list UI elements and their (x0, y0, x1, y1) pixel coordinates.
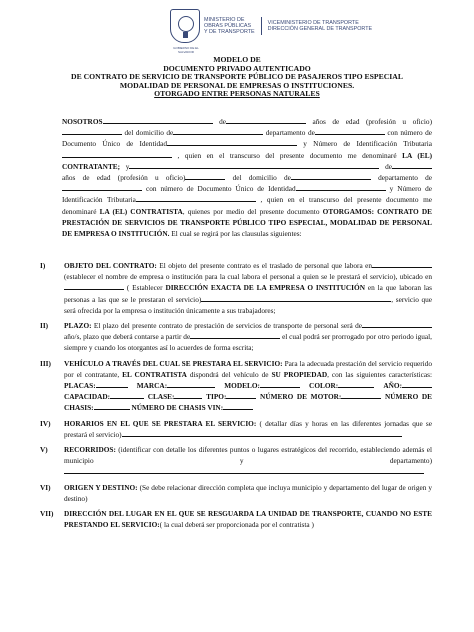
marca-label: MARCA: (136, 381, 168, 391)
ano-blank[interactable] (402, 380, 432, 388)
name-blank[interactable] (103, 116, 213, 124)
vin-blank[interactable] (223, 402, 253, 410)
clause-number: IV) (40, 418, 51, 428)
tipo-blank[interactable] (226, 391, 256, 399)
contratista-label: LA (EL) CONTRATISTA (99, 206, 183, 216)
clause-title: ORIGEN Y DESTINO: (64, 482, 138, 492)
capacidad-label: CAPACIDAD: (64, 392, 111, 402)
clause-text: el cual podrá ser prorrogado por otro periodo igual, siempre y cuando los otorgantes así lo acuerdes de forma escrita; (64, 332, 433, 353)
clase-label: CLASE: (147, 392, 175, 402)
blank[interactable] (296, 183, 386, 191)
blank[interactable] (226, 116, 306, 124)
clause-title: DIRECCIÓN DEL LUGAR EN EL QUE SE RESGUARDA LA UNIDAD DE TRANSPORTE, CUANDO NO ESTE PRESTANDO EL SERVICIO: (64, 509, 432, 530)
title-line: MODELO DE (213, 55, 261, 64)
text: El cual se regirá por las clausulas siguientes: (171, 229, 302, 239)
clause-number: I) (40, 261, 46, 270)
text: de (385, 161, 392, 171)
clause-horarios (40, 418, 432, 440)
clause-number: VII) (40, 509, 54, 519)
clause-text: Para la adecuada prestación del servicio requerido por el contratante, (64, 358, 432, 379)
blank[interactable] (185, 172, 225, 180)
tipo-label: TIPO: (206, 392, 227, 402)
clause-title: PLAZO: (64, 321, 92, 331)
color-blank[interactable] (338, 380, 374, 388)
blank[interactable] (62, 127, 122, 135)
ministry-line: OBRAS PÚBLICAS (204, 22, 252, 29)
blank[interactable] (392, 161, 432, 169)
contratante-label: LA (EL) CONTRATANTE; (62, 150, 433, 171)
text: , quien en el transcurso del presente documento me denominaré (177, 150, 397, 160)
clause-text: (identificar con detalle los diferentes puntos o lugares estratégicos del recorrido, estableciendo además el municipio y departamento) (64, 445, 432, 466)
clause-text: (Se debe relacionar dirección completa que incluya municipio y departamento del lugar de origen y destino) (64, 482, 432, 503)
placas-label: PLACAS: (64, 381, 96, 391)
clause-objeto (40, 260, 432, 316)
letterhead (170, 4, 373, 54)
ministry-line: MINISTERIO DE (204, 16, 245, 23)
clause-text: ( detallar días y horas en las diferentes jornadas que se prestará el servicio) (64, 418, 432, 439)
vin-label: NÚMERO DE CHASIS VIN: (131, 403, 224, 413)
clause-text: año/s, plazo que deberá contarse a partir de (64, 332, 191, 342)
title-line: MODALIDAD DE PERSONAL DE EMPRESAS O INSTITUCIONES. (119, 80, 355, 90)
text: del domicilio de (232, 173, 291, 183)
text: y (125, 161, 130, 171)
clause-text: El plazo del presente contrato de prestación de servicios de transporte de personal será de (93, 321, 362, 331)
modelo-blank[interactable] (260, 380, 300, 388)
document-title (0, 56, 474, 99)
clause-title: RECORRIDOS: (64, 445, 116, 455)
clause-number: VI) (40, 482, 51, 492)
text: , quien en el transcurso del presente documento me denominaré (62, 195, 432, 216)
clause-text: ( Establecer (126, 283, 163, 293)
clause-text: dispondrá del vehículo de (189, 369, 269, 379)
clase-blank[interactable] (174, 391, 202, 399)
blank[interactable] (362, 320, 432, 328)
color-label: COLOR: (309, 381, 339, 391)
clause-text: , servicio que será ofrecida por la empresa o institución únicamente a sus trabajadores; (64, 294, 433, 315)
clause-number: V) (40, 445, 48, 455)
text: departamento de (265, 128, 315, 138)
otorgamos-label: OTORGAMOS: CONTRATO DE PRESTACIÓN DE SERVICIOS DE TRANSPORTE PÚBLICO TIPO ESPECIAL, MODALIDAD DE PERSONAL DE EMPRESA O INSTITUCIÓN. (62, 206, 432, 239)
title-line: DE CONTRATO DE SERVICIO DE TRANSPORTE PÚBLICO DE PASAJEROS TIPO ESPECIAL (71, 72, 403, 82)
blank[interactable] (122, 429, 402, 437)
blank[interactable] (372, 260, 432, 268)
text: y Número de Identificación Tributaria (62, 184, 432, 205)
blank[interactable] (167, 138, 297, 146)
clause-bold: SU PROPIEDAD (271, 369, 328, 379)
blank[interactable] (64, 466, 424, 474)
clause-text: en la que laboran las personas a las que se le prestaran el servicio) (64, 283, 432, 304)
blank[interactable] (62, 183, 142, 191)
blank[interactable] (315, 127, 385, 135)
chasis-label: NÚMERO DE CHASIS: (64, 392, 433, 413)
nosotros-label: NOSOTROS (62, 117, 103, 126)
text: departamento de (378, 173, 433, 183)
clause-plazo (40, 320, 432, 354)
coat-of-arms-seal-icon (170, 9, 200, 54)
blank[interactable] (129, 161, 379, 169)
text: y Número de Identificación Tributaria (303, 139, 433, 149)
text: años de edad (profesión u oficio) (62, 173, 186, 183)
clause-text: El objeto del presente contrato es el traslado de personal que labora en (159, 261, 373, 270)
viceministry-name (262, 20, 372, 32)
blank[interactable] (190, 331, 280, 339)
text: del domicilio de (124, 128, 174, 138)
clause-origen-destino (40, 482, 432, 504)
blank[interactable] (62, 150, 172, 158)
clause-bold: EL CONTRATISTA (122, 369, 187, 379)
text: años de edad (profesión u oficio) (312, 117, 433, 126)
motor-label: NÚMERO DE MOTOR: (260, 392, 342, 402)
text: de (219, 117, 226, 126)
clause-title: VEHÍCULO A TRAVÉS DEL CUAL SE PRESTARA EL SERVICIO: (64, 358, 283, 368)
clause-number: III) (40, 358, 51, 368)
intro-paragraph (62, 116, 432, 239)
blank[interactable] (64, 282, 124, 290)
blank[interactable] (136, 194, 256, 202)
clause-number: II) (40, 321, 49, 331)
clause-recorridos (40, 444, 432, 478)
blank[interactable] (201, 294, 391, 302)
modelo-label: MODELO: (224, 381, 260, 391)
motor-blank[interactable] (341, 391, 381, 399)
capacidad-blank[interactable] (110, 391, 144, 399)
title-line: DOCUMENTO PRIVADO AUTENTICADO (163, 63, 311, 73)
text: , quienes por medio del presente documento (182, 206, 320, 216)
clause-text: , con las siguientes características: (327, 369, 432, 379)
clauses-list (40, 260, 432, 534)
clause-title: OBJETO DEL CONTRATO: (64, 261, 157, 270)
placas-blank[interactable] (96, 380, 128, 388)
title-line: OTORGADO ENTRE PERSONAS NATURALES (154, 89, 320, 99)
vice-line: DIRECCIÓN GENERAL DE TRANSPORTE (267, 26, 373, 32)
marca-blank[interactable] (167, 380, 215, 388)
ministry-name (204, 17, 262, 36)
text: con número de Documento Único de Identidad (145, 184, 296, 194)
clause-text: (establecer el nombre de empresa o institución para la cual labora el personal a quien se le prestará el servicio), ubicado en (64, 272, 432, 282)
blank[interactable] (291, 172, 371, 180)
seal-caption: GOBIERNO DE EL SALVADOR (173, 46, 199, 54)
clause-bold: DIRECCIÓN EXACTA DE LA EMPRESA O INSTITUCIÓN (165, 283, 365, 293)
clause-text: ( la cual deberá ser proporcionada por el contratista ) (159, 520, 314, 530)
clause-vehiculo (40, 358, 432, 414)
ano-label: AÑO: (383, 381, 403, 391)
chasis-blank[interactable] (94, 402, 130, 410)
clause-title: HORARIOS EN EL QUE SE PRESTARA EL SERVICIO: (64, 418, 257, 428)
vice-line: VICEMINISTERIO DE TRANSPORTE (267, 19, 359, 26)
clause-direccion-resguardo (40, 508, 432, 530)
text: con número de Documento Único de Identidad (62, 128, 433, 149)
blank[interactable] (173, 127, 263, 135)
ministry-line: Y DE TRANSPORTE (204, 29, 255, 36)
